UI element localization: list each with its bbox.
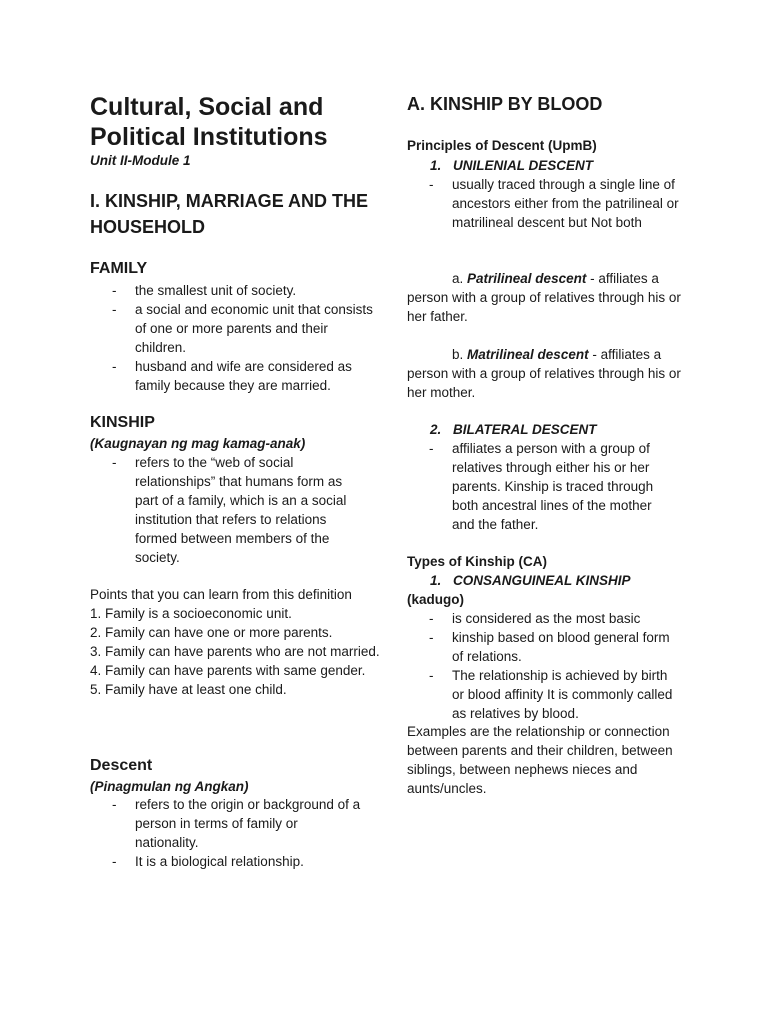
list-item: 3. Family can have parents who are not married. xyxy=(90,644,380,659)
list-item: - is considered as the most basic xyxy=(429,611,641,626)
kinship-by-blood-heading: A. KINSHIP BY BLOOD xyxy=(407,94,603,114)
descent-list xyxy=(90,795,365,871)
list-item: - usually traced through a single line of ancestors either from the patrilineal or matrilineal descent but Not both xyxy=(429,177,679,230)
list-item: 5. Family have at least one child. xyxy=(90,682,287,697)
list-item: 2. Family can have one or more parents. xyxy=(90,625,333,640)
list-item: - kinship based on blood general form of relations. xyxy=(429,630,670,664)
patrilineal-term: Patrilineal descent xyxy=(467,271,587,286)
family-heading: FAMILY xyxy=(90,260,148,277)
patrilineal-paragraph: a. Patrilineal descent - affiliates a person with a group of relatives through his or her father. xyxy=(407,271,681,324)
list-item: - the smallest unit of society. xyxy=(112,283,297,298)
points-intro: Points that you can learn from this definition xyxy=(90,587,352,602)
consanguineal-translation: (kadugo) xyxy=(407,592,464,607)
principles-heading: Principles of Descent (UpmB) xyxy=(407,138,597,153)
descent-heading: Descent xyxy=(90,757,153,774)
kinship-heading: KINSHIP xyxy=(90,414,155,431)
list-item: - It is a biological relationship. xyxy=(112,854,304,869)
types-of-kinship-heading: Types of Kinship (CA) xyxy=(407,554,547,569)
matrilineal-term: Matrilineal descent xyxy=(467,347,589,362)
document-title: Cultural, Social and Political Institutions xyxy=(90,93,328,151)
examples-paragraph: Examples are the relationship or connection between parents and their children, between siblings, between nephews nieces and aunts/uncles. xyxy=(407,724,673,796)
bilateral-list xyxy=(407,439,667,534)
consanguineal-kinship-item: 1. CONSANGUINEAL KINSHIP xyxy=(430,573,631,588)
descent-translation: (Pinagmulan ng Angkan) xyxy=(90,779,249,794)
list-item: - refers to the “web of social relationships” that humans form as part of a family, which is an a social institution that refers to relations formed between members of the society. xyxy=(112,455,347,565)
consanguineal-list xyxy=(407,609,682,723)
points-block xyxy=(90,585,380,699)
list-item: - husband and wife are considered as family because they are married. xyxy=(112,359,352,393)
points-list xyxy=(90,604,380,699)
kinship-list xyxy=(90,453,360,567)
kinship-translation: (Kaugnayan ng mag kamag-anak) xyxy=(90,436,306,451)
module-subtitle: Unit II-Module 1 xyxy=(90,153,191,168)
list-item: 4. Family can have parents with same gender. xyxy=(90,663,366,678)
unilineal-list xyxy=(407,175,682,232)
list-item: 1. Family is a socioeconomic unit. xyxy=(90,606,292,621)
list-item: - a social and economic unit that consists of one or more parents and their children. xyxy=(112,302,373,355)
list-item: - The relationship is achieved by birth or blood affinity It is commonly called as relatives by blood. xyxy=(429,668,673,721)
section-heading-kinship-marriage: I. KINSHIP, MARRIAGE AND THE HOUSEHOLD xyxy=(90,191,369,237)
matrilineal-paragraph: b. Matrilineal descent - affiliates a person with a group of relatives through his or her mother. xyxy=(407,347,681,400)
list-item: - refers to the origin or background of a person in terms of family or nationality. xyxy=(112,797,361,850)
bilateral-descent-item: 2. BILATERAL DESCENT xyxy=(430,422,597,437)
family-list xyxy=(90,281,380,395)
list-item: - affiliates a person with a group of relatives through either his or her parents. Kinship is traced through both ancestral lines of the mother and the father. xyxy=(429,441,654,532)
unilineal-descent-item: 1. UNILENIAL DESCENT xyxy=(430,158,594,173)
